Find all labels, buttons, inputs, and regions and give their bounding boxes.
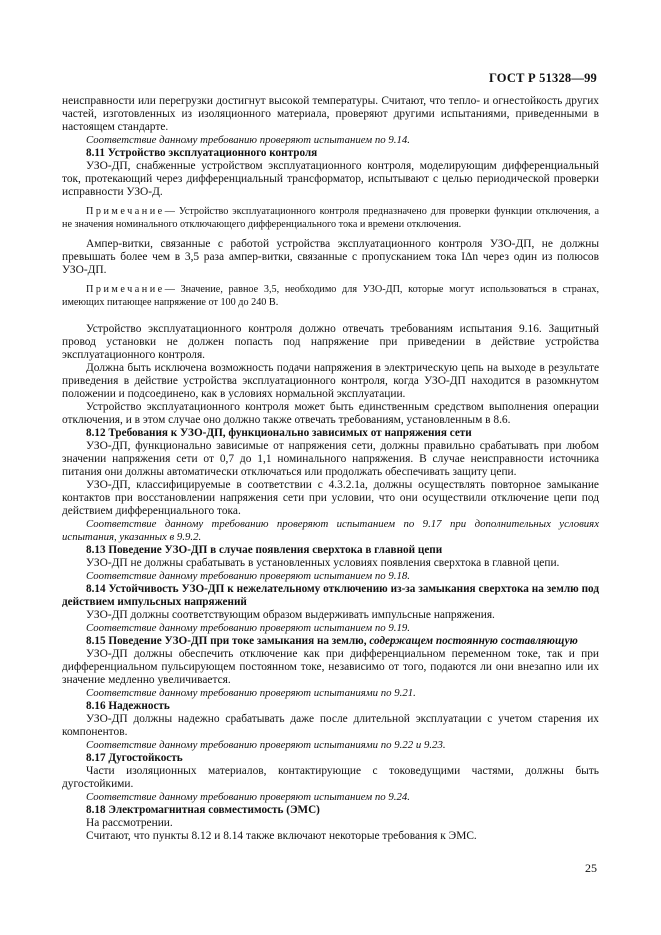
paragraph: УЗО-ДП должны обеспечить отключение как при дифференциальном переменном токе, так и при дифференциальном пульсирующем постоянном токе, независимо от того, подаются ли они внезапно или их значение медленно увеличивается. <box>62 648 599 686</box>
compliance-note: Соответствие данному требованию проверяют испытанием по 9.14. <box>86 134 410 146</box>
compliance-note: Соответствие данному требованию проверяют испытаниями по 9.22 и 9.23. <box>86 739 446 751</box>
note-label: Примечание <box>86 206 165 217</box>
compliance-note: Соответствие данному требованию проверяют испытанием по 9.18. <box>86 570 410 582</box>
compliance-note: Соответствие данному требованию проверяют испытанием по 9.17 при дополнительных условиях испытания, указанных в 9.9.2. <box>62 518 599 543</box>
compliance-note: Соответствие данному требованию проверяют испытанием по 9.24. <box>86 791 410 803</box>
page-content <box>62 95 599 843</box>
note-text: — Значение, равное 3,5, необходимо для УЗО-ДП, которые могут использоваться в странах, имеющих питающее напряжение от 100 до 240 В. <box>62 284 599 308</box>
paragraph: Устройство эксплуатационного контроля должно отвечать требованиям испытания 9.16. Защитный провод установки не должен попасть под напряжение при приведении в действие устройства эксплуатационного контроля. <box>62 323 599 361</box>
title-italic: содержащем постоянную составляющую <box>369 635 578 647</box>
note-label: Примечание <box>86 284 165 295</box>
paragraph: УЗО-ДП, функционально зависимые от напряжения сети, должны правильно срабатывать при любом значении напряжения сети от 0,7 до 1,1 номинального напряжения. В случае неисправности источника питания они должны автоматически отключаться или продолжать обеспечивать защиту цепи. <box>62 440 599 478</box>
paragraph: УЗО-ДП должны соответствующим образом выдерживать импульсные напряжения. <box>86 609 495 621</box>
paragraph: Устройство эксплуатационного контроля может быть единственным средством выполнения операции отключения, и в этом случае оно должно также отвечать требованиям, установленным в 8.6. <box>62 401 599 426</box>
note-text: — Устройство эксплуатационного контроля предназначено для проверки функции отключения, а не значения номинального отключающего дифференциального тока и времени отключения. <box>62 206 599 230</box>
standard-header: ГОСТ Р 51328—99 <box>488 71 597 85</box>
paragraph: УЗО-ДП должны надежно срабатывать даже после длительной эксплуатации с учетом старения их компонентов. <box>62 713 599 738</box>
section-8-17-title: 8.17 Дугостойкость <box>86 752 183 764</box>
paragraph: Части изоляционных материалов, контактирующие с токоведущими частями, должны быть дугостойкими. <box>62 765 599 790</box>
paragraph: неисправности или перегрузки достигнут высокой температуры. Считают, что тепло- и огнестойкость других частей, изготовленных из изоляционного материала, проверяют другими испытаниями, приведенными в настоящем стандарте. <box>62 95 599 133</box>
paragraph: Ампер-витки, связанные с работой устройства эксплуатационного контроля УЗО-ДП, не должны превышать более чем в 3,5 раза ампер-витки, связанные с пропусканием тока IΔn через один из полюсов УЗО-ДП. <box>62 238 599 276</box>
note-2 <box>62 284 599 309</box>
paragraph: На рассмотрении. <box>86 817 173 829</box>
section-8-14-title: 8.14 Устойчивость УЗО-ДП к нежелательному отключению из-за замыкания сверхтока на землю под действием импульсных напряжений <box>62 583 599 608</box>
section-8-12-title: 8.12 Требования к УЗО-ДП, функционально зависимых от напряжения сети <box>86 427 472 439</box>
section-8-16-title: 8.16 Надежность <box>86 700 170 712</box>
section-8-18-title: 8.18 Электромагнитная совместимость (ЭМС) <box>86 804 320 816</box>
paragraph: УЗО-ДП не должны срабатывать в установленных условиях появления сверхтока в главной цепи. <box>86 557 560 569</box>
page-number: 25 <box>585 861 597 875</box>
paragraph: УЗО-ДП, классифицируемые в соответствии с 4.3.2.1а, должны осуществлять повторное замыкание контактов при восстановлении напряжения сети при условии, что они осуществили отключение цепи под действием дифференциального тока. <box>62 479 599 517</box>
note-1 <box>62 206 599 231</box>
section-8-15-title <box>62 635 599 648</box>
paragraph: Считают, что пункты 8.12 и 8.14 также включают некоторые требования к ЭМС. <box>86 830 477 842</box>
section-8-11-title: 8.11 Устройство эксплуатационного контроля <box>86 147 318 159</box>
title-main: 8.15 Поведение УЗО-ДП при токе замыкания на землю, <box>86 635 367 647</box>
paragraph: Должна быть исключена возможность подачи напряжения в электрическую цепь на выходе в результате приведения в действие устройства эксплуатационного контроля, когда УЗО-ДП находится в разомкнутом положении и подсоединено, как в условиях нормальной эксплуатации. <box>62 362 599 400</box>
compliance-note: Соответствие данному требованию проверяют испытанием по 9.19. <box>86 622 410 634</box>
section-8-13-title: 8.13 Поведение УЗО-ДП в случае появления сверхтока в главной цепи <box>86 544 443 556</box>
compliance-note: Соответствие данному требованию проверяют испытаниями по 9.21. <box>86 687 416 699</box>
paragraph: УЗО-ДП, снабженные устройством эксплуатационного контроля, моделирующим дифференциальный ток, протекающий через дифференциальный трансформатор, испытывают с целью периодической проверки исправности УЗО-Д. <box>62 160 599 198</box>
